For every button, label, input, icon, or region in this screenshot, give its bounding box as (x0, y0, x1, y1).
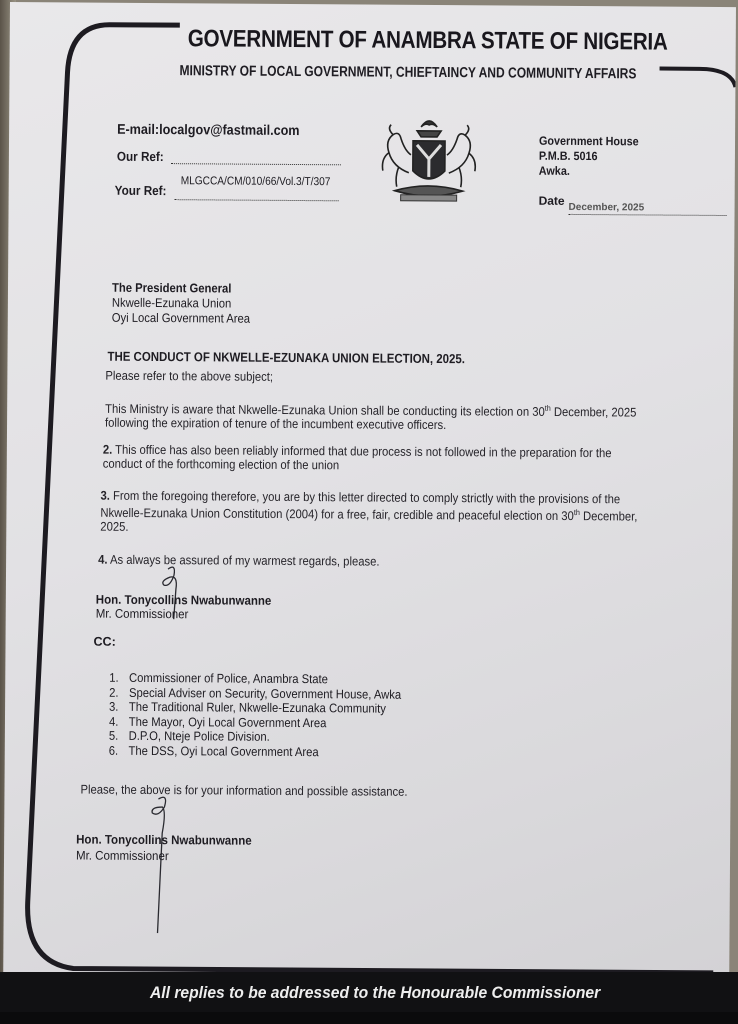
para4-number: 4. (98, 552, 108, 567)
para2-line1: This office has also been reliably informed that due process is not followed in the preparation for the (112, 442, 612, 461)
address-line-1: Government House (538, 133, 639, 149)
cc-item-number: 1. (109, 670, 119, 685)
cc-item-number: 3. (109, 699, 119, 714)
cc-item-text: The DSS, Oyi Local Government Area (128, 743, 319, 759)
cc-item (109, 743, 401, 760)
para4-text: As always be assured of my warmest regards, please. (107, 552, 380, 569)
para1-line2: following the expiration of tenure of the incumbent executive officers. (105, 415, 447, 433)
government-title: GOVERNMENT OF ANAMBRA STATE OF NIGERIA (187, 25, 668, 56)
paragraph-3 (100, 489, 637, 538)
address-line-2: P.M.B. 5016 (538, 148, 598, 164)
salutation: Please refer to the above subject; (105, 368, 274, 384)
paragraph-1 (105, 399, 636, 434)
addressee-block (112, 281, 251, 327)
addressee-title: The President General (111, 280, 232, 296)
signatory-title-1: Mr. Commissioner (95, 606, 189, 622)
date-value: December, 2025 (568, 201, 645, 214)
para1-line1-end: December, 2025 (550, 404, 637, 420)
cc-item-text: Commissioner of Police, Anambra State (129, 670, 328, 687)
our-ref-label: Our Ref: (116, 148, 164, 165)
cc-item-number: 6. (108, 743, 119, 758)
address-line-3: Awka. (538, 163, 570, 178)
cc-label: CC: (93, 634, 116, 649)
photo-bottom-edge (0, 1012, 738, 1024)
para1-line1: This Ministry is aware that Nkwelle-Ezunaka Union shall be conducting its election on 30 (105, 401, 545, 419)
cc-item-text: The Traditional Ruler, Nkwelle-Ezunaka Community (128, 699, 386, 716)
para2-line2: conduct of the forthcoming election of the union (102, 456, 340, 473)
cc-note: Please, the above is for your information and possible assistance. (80, 782, 408, 799)
para3-line2a: Nkwelle-Ezunaka Union Constitution (2004) for a free, fair, credible and peaceful election on 30 (100, 505, 574, 524)
addressee-lga: Oyi Local Government Area (111, 310, 251, 326)
ministry-name: MINISTRY OF LOCAL GOVERNMENT, CHIEFTAINCY AND COMMUNITY AFFAIRS (179, 63, 637, 83)
addressee-union: Nkwelle-Ezunaka Union (111, 295, 232, 311)
date-label: Date (538, 193, 565, 208)
signatory-name-1: Hon. Tonycollins Nwabunwanne (95, 592, 272, 608)
coat-of-arms-icon (371, 111, 488, 208)
email-address: E-mail:localgov@fastmail.com (117, 120, 300, 139)
para3-number: 3. (100, 488, 110, 503)
signature-icon (135, 793, 186, 943)
para3-line1: From the foregoing therefore, you are by this letter directed to comply strictly with the provisions of the (109, 488, 621, 507)
paragraph-4 (98, 553, 379, 569)
cc-item-text: Special Adviser on Security, Government House, Awka (128, 685, 402, 702)
government-house-address (539, 134, 639, 180)
para2-number: 2. (102, 442, 113, 457)
signatory-name-2: Hon. Tonycollins Nwabunwanne (76, 832, 252, 848)
signatory-title-2: Mr. Commissioner (75, 848, 169, 864)
cc-item-text: The Mayor, Oyi Local Government Area (128, 714, 327, 730)
letter-page (3, 2, 736, 1017)
our-ref-value: MLGCCA/CM/010/66/Vol.3/T/307 (180, 175, 331, 189)
paragraph-2 (103, 443, 612, 475)
cc-item-number: 4. (108, 714, 119, 729)
your-ref-label: Your Ref: (114, 182, 167, 199)
para3-sup: th (573, 507, 580, 517)
cc-item-number: 5. (108, 728, 119, 743)
cc-item-text: D.P.O, Nteje Police Division. (128, 728, 270, 744)
letter-subject: THE CONDUCT OF NKWELLE-EZUNAKA UNION ELECTION, 2025. (107, 348, 465, 367)
para1-sup: th (544, 403, 551, 413)
footer-note: All replies to be addressed to the Honourable Commissioner (150, 983, 601, 1002)
cc-list (109, 671, 402, 760)
para3-line3: 2025. (100, 519, 129, 534)
cc-item-number: 2. (109, 685, 119, 700)
para3-line2b: December, (579, 509, 638, 524)
